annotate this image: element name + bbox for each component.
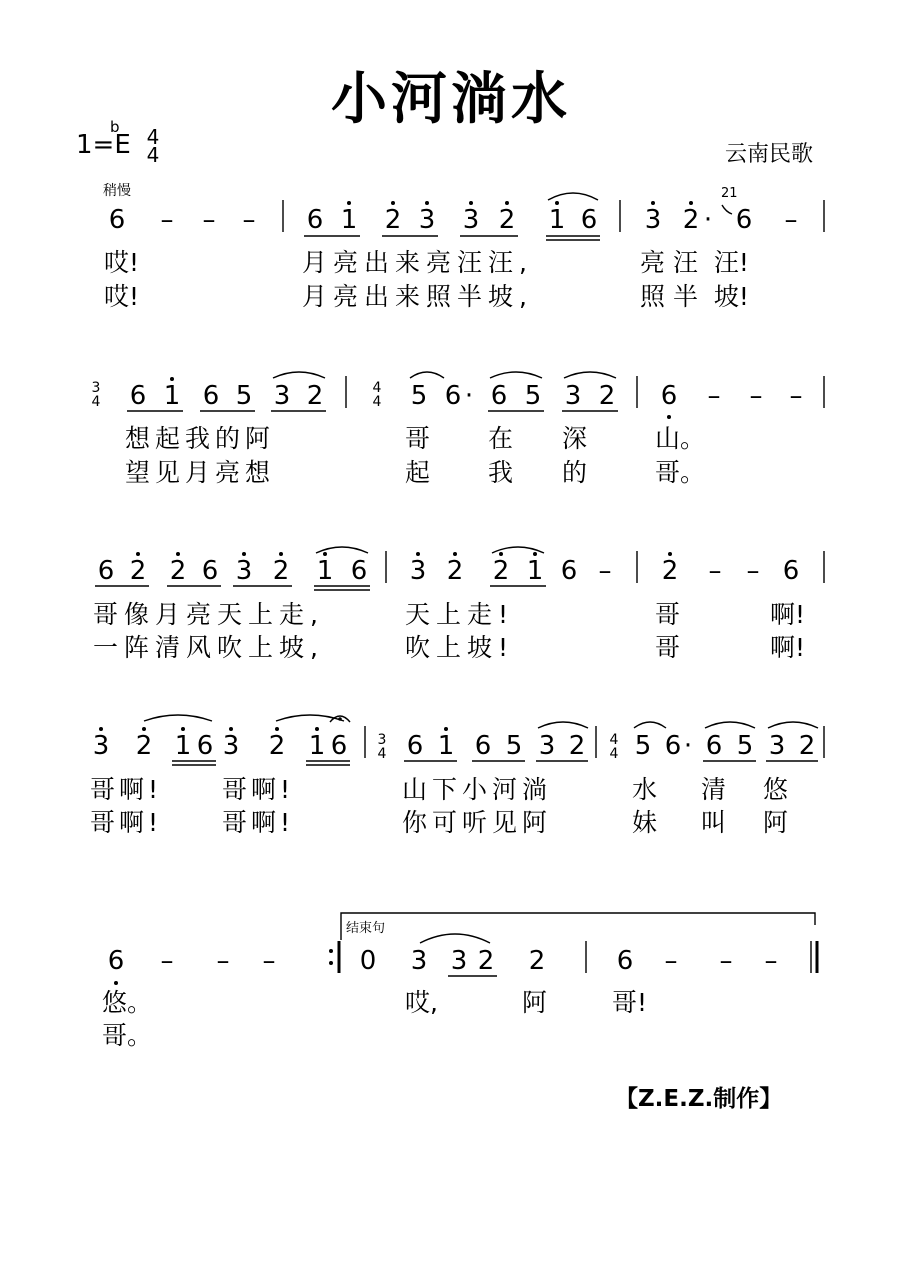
slur [492, 547, 544, 553]
note: 3 [222, 731, 240, 761]
lyric: 哎! [104, 282, 140, 311]
lyric: 哥啊! [222, 775, 295, 804]
octave-dot [279, 552, 283, 556]
octave-dot [99, 727, 103, 731]
note: 1 [316, 556, 334, 586]
lyric: 清 [701, 775, 727, 804]
note: 2 [682, 205, 700, 235]
octave-dot [170, 377, 174, 381]
note: 5 [634, 731, 652, 761]
note: 2 [135, 731, 153, 761]
grace-note: 21 [721, 186, 738, 201]
note: 3 [462, 205, 480, 235]
lyric: 在 [488, 424, 514, 453]
octave-dot [668, 552, 672, 556]
flat-sign: b [110, 118, 120, 136]
note: 1 [308, 731, 326, 761]
dot: · [703, 205, 713, 235]
lyric: 亮 汪 汪! [640, 248, 749, 277]
note: – [784, 205, 798, 235]
octave-dot [667, 415, 671, 419]
note: – [746, 556, 760, 586]
octave-dot [229, 727, 233, 731]
note: 5 [524, 381, 542, 411]
note: 5 [235, 381, 253, 411]
note: 6 [705, 731, 723, 761]
note: 1 [163, 381, 181, 411]
octave-dot [651, 201, 655, 205]
time-top: 4 [146, 125, 160, 149]
note: 6 [660, 381, 678, 411]
note: 2 [306, 381, 324, 411]
octave-dot [242, 552, 246, 556]
octave-dot [323, 552, 327, 556]
note: 6 [107, 946, 125, 976]
slur [538, 722, 588, 728]
lyric: 啊! [770, 633, 806, 662]
note: 6 [129, 381, 147, 411]
note: 1 [526, 556, 544, 586]
note: 3 [564, 381, 582, 411]
lyric: 妹 [632, 808, 658, 837]
dot: · [464, 381, 474, 411]
note: 6 [444, 381, 462, 411]
lyric: 山下小河淌 [402, 775, 553, 804]
note: 3 [410, 946, 428, 976]
note: – [160, 205, 174, 235]
note: – [598, 556, 612, 586]
note: 2 [798, 731, 816, 761]
time-bottom: 4 [377, 746, 387, 762]
time-bottom: 4 [91, 394, 101, 410]
note: 2 [477, 946, 495, 976]
dot: · [683, 731, 693, 761]
time-bottom: 4 [146, 143, 160, 167]
slur [705, 722, 755, 728]
note: 2 [528, 946, 546, 976]
note: – [216, 946, 230, 976]
octave-dot [425, 201, 429, 205]
note: – [664, 946, 678, 976]
note: 1 [437, 731, 455, 761]
lyric: 哥 [655, 633, 681, 662]
lyric: 哥。 [655, 458, 706, 487]
note: 2 [129, 556, 147, 586]
note: – [708, 556, 722, 586]
slur [722, 205, 732, 214]
credit-label: 【Z.E.Z.制作】 [615, 1086, 783, 1112]
slur [768, 722, 818, 728]
lyric: 我 [488, 458, 514, 487]
note: 1 [174, 731, 192, 761]
note: 2 [446, 556, 464, 586]
note: 2 [169, 556, 187, 586]
note: 2 [384, 205, 402, 235]
lyric: 啊! [770, 600, 806, 629]
octave-dot [347, 201, 351, 205]
note: – [749, 381, 763, 411]
octave-dot [114, 981, 118, 985]
note: 6 [202, 381, 220, 411]
note: 1 [340, 205, 358, 235]
note: 2 [492, 556, 510, 586]
note: 6 [406, 731, 424, 761]
lyric: 悠 [763, 775, 789, 804]
note: 6 [306, 205, 324, 235]
note: – [719, 946, 733, 976]
note: 6 [490, 381, 508, 411]
note: 6 [97, 556, 115, 586]
note: 2 [568, 731, 586, 761]
note: 2 [598, 381, 616, 411]
octave-dot [391, 201, 395, 205]
note: 3 [450, 946, 468, 976]
lyric: 的 [562, 458, 588, 487]
lyric: 天上走! [405, 600, 515, 629]
note: 6 [616, 946, 634, 976]
note: 3 [409, 556, 427, 586]
tempo-marking: 稍慢 [103, 183, 131, 199]
octave-dot [416, 552, 420, 556]
lyric: 阿 [522, 988, 548, 1017]
octave-dot [315, 727, 319, 731]
octave-dot [499, 552, 503, 556]
note: 6 [782, 556, 800, 586]
lyric: 哥啊! [222, 808, 295, 837]
note: 6 [474, 731, 492, 761]
note: 3 [418, 205, 436, 235]
lyric: 起 [405, 458, 431, 487]
lyric: 想起我的阿 [125, 424, 276, 453]
key-note: E [114, 130, 131, 160]
lyric: 哥! [612, 988, 648, 1017]
note: – [764, 946, 778, 976]
note: – [707, 381, 721, 411]
octave-dot [469, 201, 473, 205]
octave-dot [136, 552, 140, 556]
note: 5 [410, 381, 428, 411]
note: 2 [661, 556, 679, 586]
note: 6 [108, 205, 126, 235]
lyric: 吹上坡! [405, 633, 515, 662]
note: 6 [196, 731, 214, 761]
octave-dot [689, 201, 693, 205]
lyric: 月亮出来亮汪汪, [302, 248, 533, 277]
repeat-dot [329, 961, 333, 965]
note: 2 [272, 556, 290, 586]
note: 0 [359, 946, 377, 976]
lyric: 哥像月亮天上走, [93, 600, 324, 629]
note: 1 [548, 205, 566, 235]
lyric: 阿 [763, 808, 789, 837]
lyric: 哥啊! [90, 775, 163, 804]
note: 6 [560, 556, 578, 586]
note: – [789, 381, 803, 411]
slur [548, 193, 598, 200]
octave-dot [275, 727, 279, 731]
slur [144, 715, 212, 721]
key-prefix: 1= [76, 130, 115, 160]
slur [316, 547, 368, 553]
octave-dot [555, 201, 559, 205]
lyric: 悠。 [102, 988, 153, 1017]
slur [564, 372, 616, 378]
note: 3 [92, 731, 110, 761]
octave-dot [176, 552, 180, 556]
lyric: 照 半 坡! [640, 282, 749, 311]
lyric: 哥。 [102, 1021, 153, 1050]
note: 5 [736, 731, 754, 761]
time-top: 4 [372, 380, 382, 396]
time-top: 3 [377, 732, 387, 748]
time-top: 3 [91, 380, 101, 396]
note: 3 [644, 205, 662, 235]
lyric: 哥 [405, 424, 431, 453]
repeat-dot [329, 949, 333, 953]
lyric: 叫 [701, 808, 727, 837]
octave-dot [533, 552, 537, 556]
lyric: 哥 [655, 600, 681, 629]
note: 6 [580, 205, 598, 235]
lyric: 水 [632, 775, 658, 804]
time-bottom: 4 [609, 746, 619, 762]
note: 6 [201, 556, 219, 586]
note: – [202, 205, 216, 235]
lyric: 深 [562, 424, 588, 453]
note: 3 [538, 731, 556, 761]
note: – [242, 205, 256, 235]
note: 6 [350, 556, 368, 586]
octave-dot [142, 727, 146, 731]
note: 3 [273, 381, 291, 411]
note: 2 [498, 205, 516, 235]
slur [490, 372, 542, 378]
octave-dot [453, 552, 457, 556]
ending-bracket [341, 913, 815, 940]
note: 3 [768, 731, 786, 761]
time-bottom: 4 [372, 394, 382, 410]
song-title: 小河淌水 [331, 66, 571, 132]
slur [273, 372, 325, 378]
note: – [160, 946, 174, 976]
lyric: 望见月亮想 [125, 458, 276, 487]
song-source: 云南民歌 [725, 142, 814, 167]
ending-label: 结束句 [346, 921, 386, 936]
fermata-dot [338, 717, 342, 721]
note: – [262, 946, 276, 976]
octave-dot [444, 727, 448, 731]
note: 5 [505, 731, 523, 761]
lyric: 月亮出来照半坡, [302, 282, 533, 311]
slur [420, 934, 490, 943]
lyric: 一阵清风吹上坡, [93, 633, 324, 662]
lyric: 哎! [104, 248, 140, 277]
slur [410, 372, 444, 378]
note: 3 [235, 556, 253, 586]
lyric: 你可听见阿 [402, 808, 553, 837]
octave-dot [505, 201, 509, 205]
note: 6 [664, 731, 682, 761]
note: 2 [268, 731, 286, 761]
slur [634, 722, 666, 728]
lyric: 哥啊! [90, 808, 163, 837]
time-top: 4 [609, 732, 619, 748]
octave-dot [181, 727, 185, 731]
note: 6 [330, 731, 348, 761]
lyric: 哎, [405, 988, 438, 1017]
note: 6 [735, 205, 753, 235]
lyric: 山。 [655, 424, 706, 453]
